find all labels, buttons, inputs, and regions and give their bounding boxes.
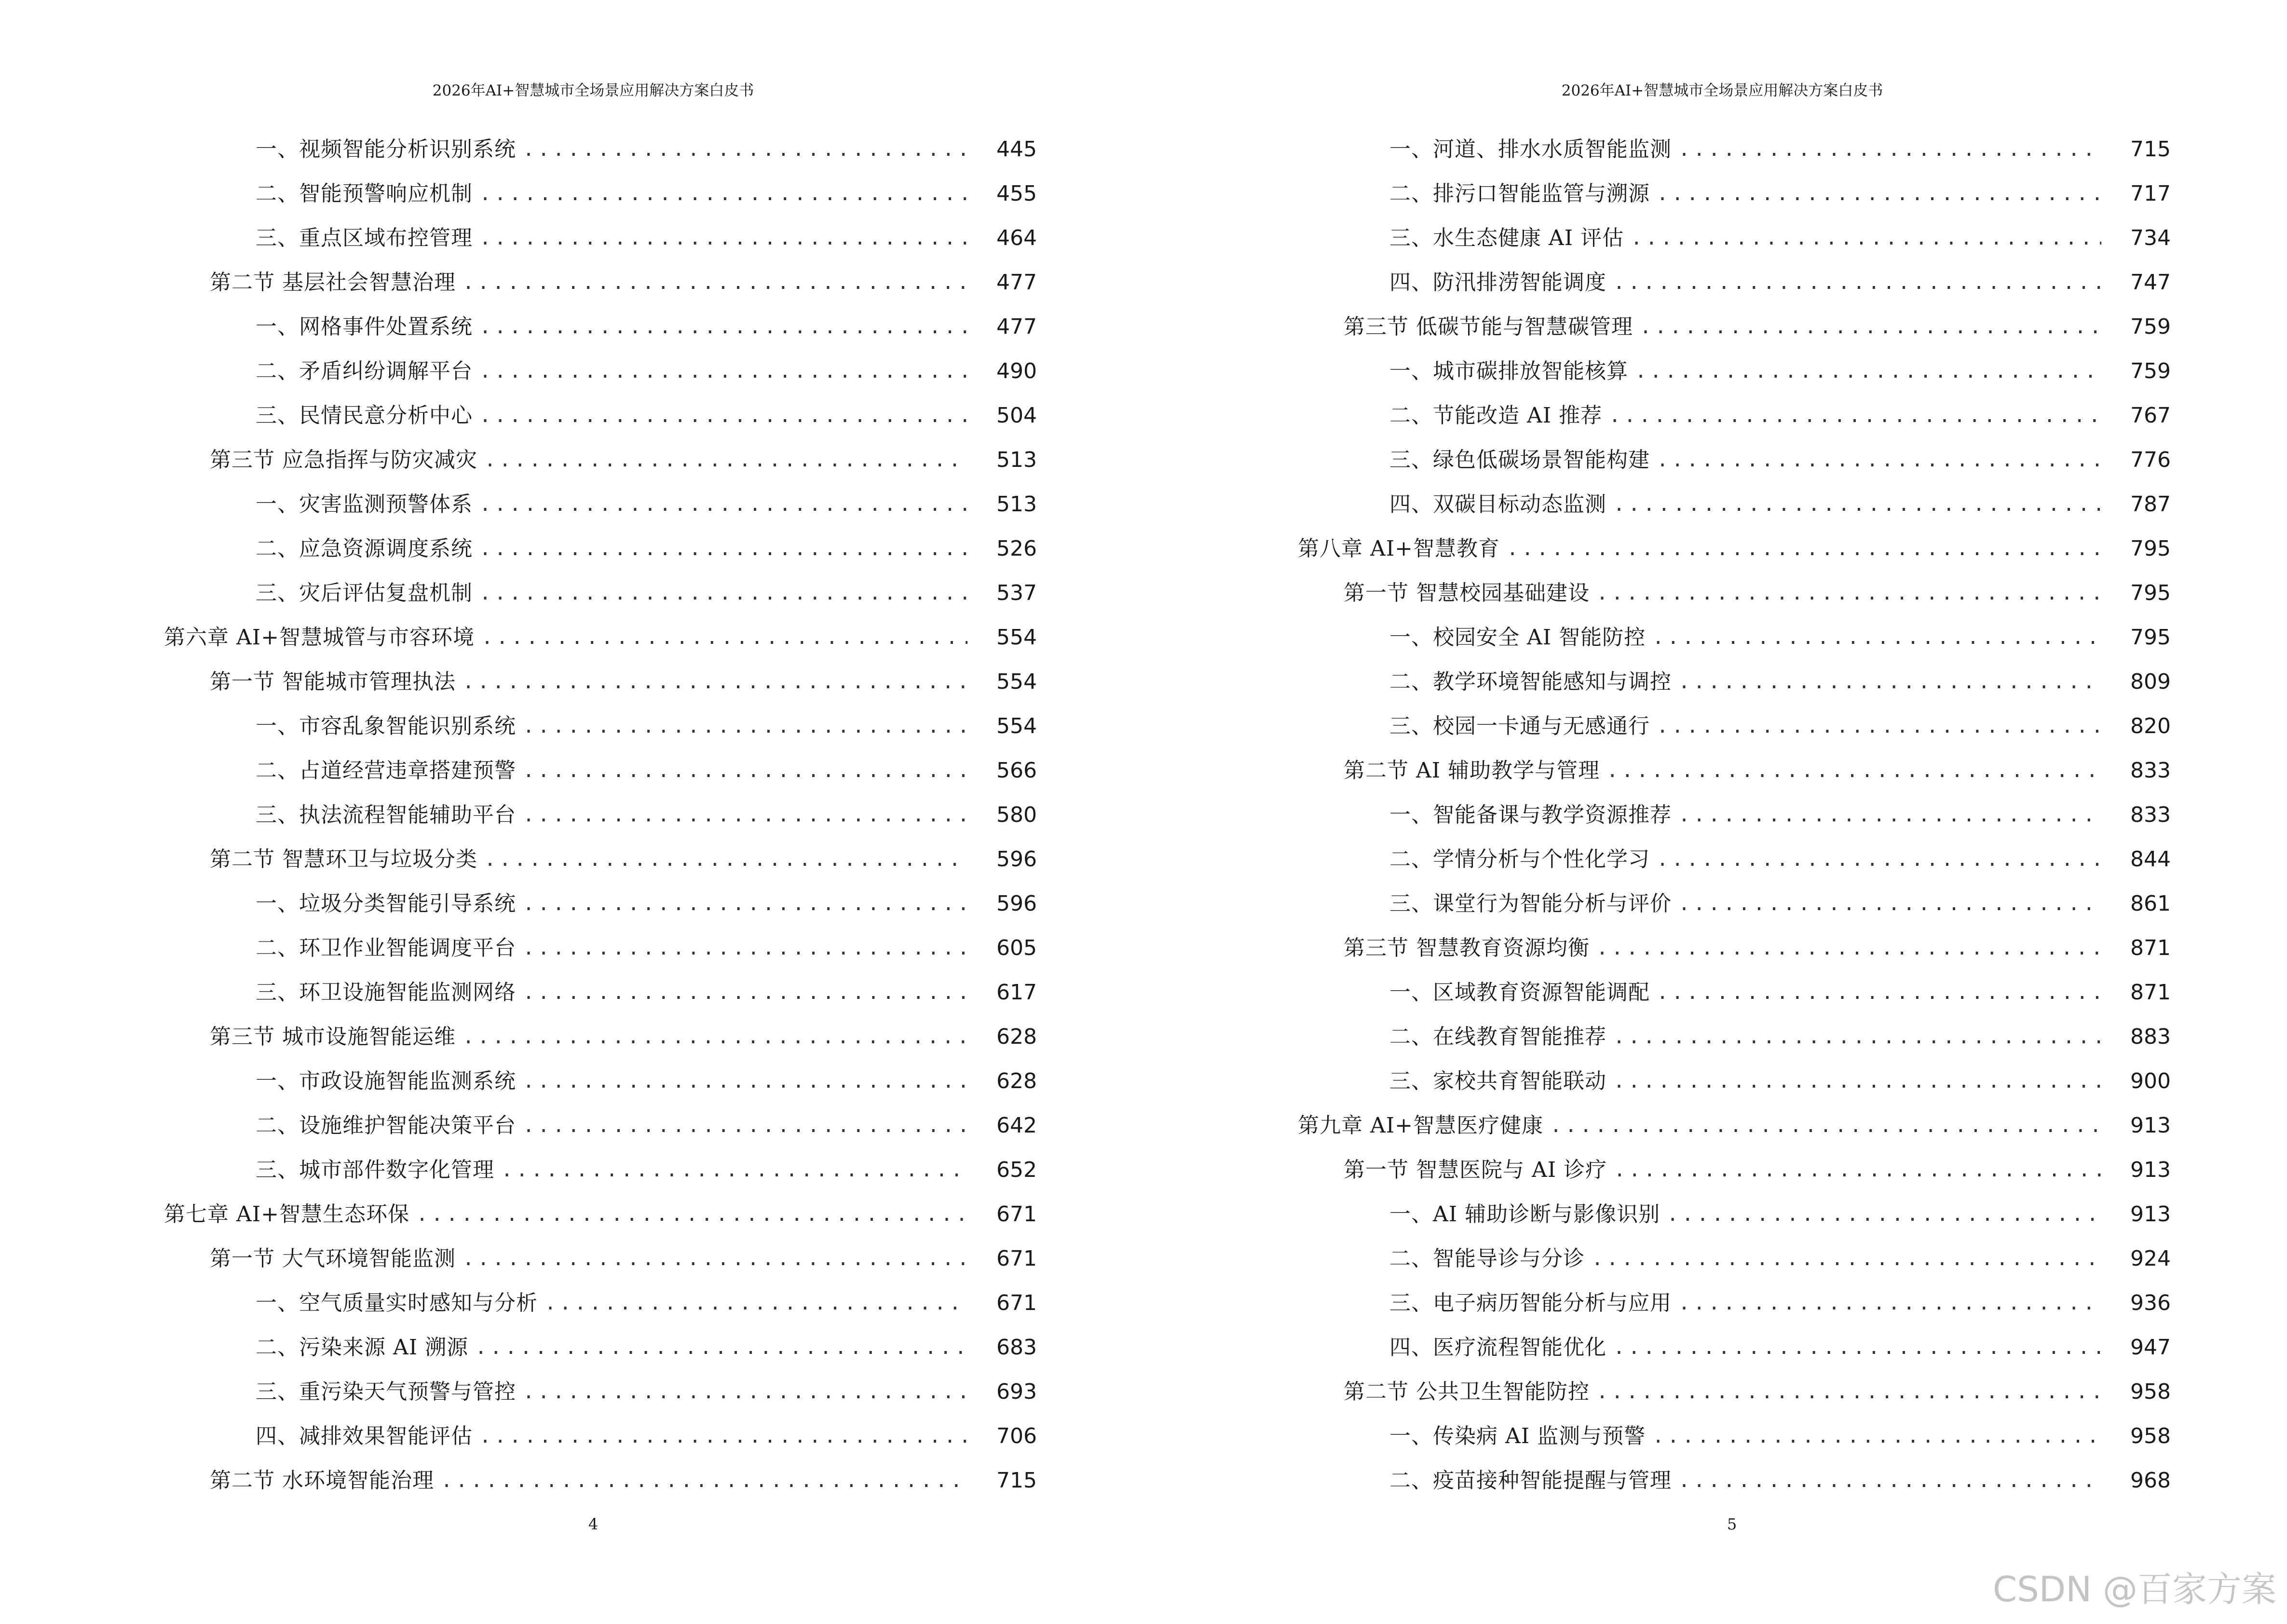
toc-entry-title: 第二节 智慧环卫与垃圾分类 (210, 847, 477, 872)
dot-leader (523, 978, 967, 1007)
toc-entry-page-number: 787 (2130, 492, 2171, 517)
dot-leader (1609, 401, 2101, 430)
toc-entry-title: 一、视频智能分析识别系统 (256, 137, 516, 162)
dot-leader (416, 1200, 967, 1229)
toc-entry-page-number: 913 (2130, 1202, 2171, 1227)
toc-entry-title: 三、绿色低碳场景智能构建 (1389, 448, 1650, 472)
dot-leader (479, 401, 967, 430)
toc-entry-title: 第一节 智能城市管理执法 (210, 669, 456, 694)
toc-entry-title: 一、市容乱象智能识别系统 (256, 714, 516, 738)
toc-entry-page-number: 759 (2130, 314, 2171, 339)
dot-leader (484, 446, 967, 475)
toc-entry-title: 第二节 水环境智能治理 (210, 1468, 434, 1493)
toc-entry-title: 一、空气质量实时感知与分析 (256, 1291, 538, 1315)
dot-leader (1606, 756, 2101, 785)
toc-list (1298, 120, 2171, 1495)
toc-entry-page-number: 717 (2130, 181, 2171, 206)
csdn-watermark: CSDN @百家方案 (1992, 1569, 2276, 1610)
toc-entry-page-number: 464 (996, 226, 1037, 250)
toc-entry-page-number: 652 (996, 1158, 1037, 1182)
toc-entry-page-number: 642 (996, 1113, 1037, 1138)
toc-subsection-entry[interactable] (164, 164, 1037, 208)
dot-leader (1667, 1200, 2101, 1229)
toc-chapter-entry[interactable] (1298, 519, 2171, 563)
toc-entry-title: 一、垃圾分类智能引导系统 (256, 891, 516, 916)
toc-entry-title: 第三节 应急指挥与防灾减灾 (210, 448, 477, 472)
dot-leader (1550, 1111, 2101, 1140)
toc-subsection-entry[interactable] (1298, 652, 2171, 696)
dot-leader (1640, 313, 2101, 341)
toc-entry-page-number: 455 (996, 181, 1037, 206)
toc-entry-title: 三、家校共育智能联动 (1389, 1069, 1606, 1093)
dot-leader (479, 357, 967, 386)
toc-entry-title: 二、设施维护智能决策平台 (256, 1113, 516, 1138)
toc-section-entry[interactable] (1298, 1362, 2171, 1406)
toc-entry-title: 一、市政设施智能监测系统 (256, 1069, 516, 1093)
dot-leader (1613, 1333, 2101, 1362)
toc-entry-title: 二、在线教育智能推荐 (1389, 1024, 1606, 1049)
toc-subsection-entry[interactable] (164, 563, 1037, 608)
toc-section-entry[interactable] (164, 1229, 1037, 1273)
toc-subsection-entry[interactable] (1298, 785, 2171, 830)
toc-subsection-entry[interactable] (164, 963, 1037, 1007)
toc-subsection-entry[interactable] (1298, 1051, 2171, 1096)
right-page (1144, 0, 2287, 1624)
toc-section-entry[interactable] (1298, 563, 2171, 608)
dot-leader (1507, 534, 2101, 563)
page-number: 4 (588, 1515, 599, 1533)
toc-subsection-entry[interactable] (1298, 253, 2171, 297)
toc-subsection-entry[interactable] (164, 519, 1037, 563)
toc-entry-title: 三、水生态健康 AI 评估 (1389, 226, 1624, 250)
toc-subsection-entry[interactable] (1298, 386, 2171, 430)
dot-leader (523, 1378, 967, 1406)
dot-leader (1678, 135, 2101, 164)
toc-subsection-entry[interactable] (1298, 1318, 2171, 1362)
toc-entry-title: 三、民情民意分析中心 (256, 403, 473, 428)
toc-entry-page-number: 605 (996, 936, 1037, 960)
toc-entry-page-number: 566 (996, 758, 1037, 783)
toc-entry-title: 三、执法流程智能辅助平台 (256, 803, 516, 827)
toc-entry-title: 三、电子病历智能分析与应用 (1389, 1291, 1672, 1315)
toc-section-entry[interactable] (164, 1451, 1037, 1495)
toc-subsection-entry[interactable] (1298, 1406, 2171, 1451)
toc-entry-title: 二、占道经营违章搭建预警 (256, 758, 516, 783)
toc-subsection-entry[interactable] (164, 785, 1037, 830)
toc-entry-title: 四、双碳目标动态监测 (1389, 492, 1606, 517)
toc-entry-page-number: 820 (2130, 714, 2171, 738)
toc-entry-page-number: 596 (996, 891, 1037, 916)
toc-entry-page-number: 958 (2130, 1424, 2171, 1448)
toc-section-entry[interactable] (1298, 741, 2171, 785)
toc-entry-title: 一、河道、排水水质智能监测 (1389, 137, 1672, 162)
toc-entry-title: 第一节 大气环境智能监测 (210, 1246, 456, 1271)
toc-section-entry[interactable] (164, 830, 1037, 874)
toc-entry-page-number: 706 (996, 1424, 1037, 1448)
toc-entry-page-number: 683 (996, 1335, 1037, 1360)
dot-leader (463, 668, 967, 696)
toc-subsection-entry[interactable] (1298, 475, 2171, 519)
toc-entry-page-number: 747 (2130, 270, 2171, 295)
toc-entry-title: 四、医疗流程智能优化 (1389, 1335, 1606, 1360)
toc-entry-page-number: 900 (2130, 1069, 2171, 1093)
dot-leader (1614, 1156, 2101, 1185)
toc-entry-page-number: 833 (2130, 758, 2171, 783)
toc-entry-title: 第六章 AI+智慧城管与市容环境 (164, 625, 475, 650)
toc-chapter-entry[interactable] (1298, 1096, 2171, 1140)
toc-entry-page-number: 795 (2130, 536, 2171, 561)
dot-leader (1678, 889, 2101, 918)
dot-leader (1657, 179, 2101, 208)
toc-entry-title: 第一节 智慧医院与 AI 诊疗 (1344, 1158, 1607, 1182)
toc-subsection-entry[interactable] (1298, 830, 2171, 874)
toc-entry-page-number: 580 (996, 803, 1037, 827)
toc-entry-title: 四、减排效果智能评估 (256, 1424, 473, 1448)
toc-section-entry[interactable] (164, 1007, 1037, 1051)
toc-subsection-entry[interactable] (164, 120, 1037, 164)
toc-entry-title: 二、环卫作业智能调度平台 (256, 936, 516, 960)
dot-leader (545, 1289, 967, 1318)
toc-entry-title: 第一节 智慧校园基础建设 (1344, 581, 1590, 605)
toc-subsection-entry[interactable] (1298, 1229, 2171, 1273)
toc-entry-page-number: 671 (996, 1246, 1037, 1271)
dot-leader (1613, 490, 2101, 519)
toc-entry-page-number: 513 (996, 492, 1037, 517)
dot-leader (1657, 845, 2101, 874)
toc-entry-title: 二、应急资源调度系统 (256, 536, 473, 561)
dot-leader (463, 268, 967, 297)
toc-entry-page-number: 628 (996, 1069, 1037, 1093)
toc-entry-title: 第二节 AI 辅助教学与管理 (1344, 758, 1600, 783)
toc-entry-title: 第三节 城市设施智能运维 (210, 1024, 456, 1049)
toc-entry-page-number: 734 (2130, 226, 2171, 250)
dot-leader (1657, 712, 2101, 741)
toc-subsection-entry[interactable] (164, 1051, 1037, 1096)
toc-section-entry[interactable] (1298, 297, 2171, 341)
toc-list (164, 120, 1037, 1495)
dot-leader (501, 1156, 967, 1185)
toc-entry-page-number: 617 (996, 980, 1037, 1005)
running-header: 2026年AI+智慧城市全场景应用解决方案白皮书 (1561, 82, 1883, 99)
toc-entry-page-number: 504 (996, 403, 1037, 428)
toc-subsection-entry[interactable] (164, 741, 1037, 785)
toc-entry-title: 二、智能预警响应机制 (256, 181, 473, 206)
toc-entry-page-number: 861 (2130, 891, 2171, 916)
toc-entry-page-number: 958 (2130, 1379, 2171, 1404)
toc-entry-title: 四、防汛排涝智能调度 (1389, 270, 1606, 295)
dot-leader (523, 934, 967, 963)
toc-entry-title: 一、区域教育资源智能调配 (1389, 980, 1650, 1005)
toc-entry-page-number: 628 (996, 1024, 1037, 1049)
dot-leader (463, 1244, 967, 1273)
toc-entry-page-number: 936 (2130, 1291, 2171, 1315)
toc-entry-page-number: 871 (2130, 980, 2171, 1005)
toc-entry-title: 第三节 低碳节能与智慧碳管理 (1344, 314, 1633, 339)
dot-leader (1613, 1067, 2101, 1096)
toc-entry-page-number: 671 (996, 1291, 1037, 1315)
dot-leader (1678, 801, 2101, 830)
toc-entry-page-number: 913 (2130, 1158, 2171, 1182)
toc-subsection-entry[interactable] (164, 1406, 1037, 1451)
dot-leader (479, 534, 967, 563)
toc-subsection-entry[interactable] (1298, 608, 2171, 652)
dot-leader (523, 801, 967, 830)
toc-entry-page-number: 477 (996, 270, 1037, 295)
toc-subsection-entry[interactable] (1298, 1007, 2171, 1051)
dot-leader (523, 1067, 967, 1096)
toc-entry-title: 二、矛盾纠纷调解平台 (256, 359, 473, 383)
toc-entry-page-number: 693 (996, 1379, 1037, 1404)
toc-entry-title: 一、城市碳排放智能核算 (1389, 359, 1628, 383)
toc-entry-page-number: 715 (996, 1468, 1037, 1493)
toc-entry-title: 三、校园一卡通与无感通行 (1389, 714, 1650, 738)
toc-entry-page-number: 795 (2130, 625, 2171, 650)
toc-entry-page-number: 809 (2130, 669, 2171, 694)
toc-entry-title: 二、智能导诊与分诊 (1389, 1246, 1585, 1271)
toc-entry-page-number: 490 (996, 359, 1037, 383)
toc-entry-page-number: 767 (2130, 403, 2171, 428)
toc-subsection-entry[interactable] (1298, 874, 2171, 918)
toc-entry-title: 二、节能改造 AI 推荐 (1389, 403, 1603, 428)
toc-entry-page-number: 833 (2130, 803, 2171, 827)
toc-entry-page-number: 795 (2130, 581, 2171, 605)
toc-entry-title: 三、课堂行为智能分析与评价 (1389, 891, 1672, 916)
toc-entry-page-number: 554 (996, 714, 1037, 738)
dot-leader (479, 224, 967, 253)
toc-entry-title: 二、污染来源 AI 溯源 (256, 1335, 469, 1360)
toc-entry-title: 二、疫苗接种智能提醒与管理 (1389, 1468, 1672, 1493)
dot-leader (523, 889, 967, 918)
dot-leader (1678, 668, 2101, 696)
dot-leader (479, 313, 967, 341)
dot-leader (463, 1023, 967, 1051)
toc-entry-page-number: 537 (996, 581, 1037, 605)
dot-leader (479, 179, 967, 208)
toc-entry-title: 一、网格事件处置系统 (256, 314, 473, 339)
dot-leader (484, 845, 967, 874)
toc-entry-page-number: 671 (996, 1202, 1037, 1227)
dot-leader (479, 579, 967, 608)
toc-entry-page-number: 513 (996, 448, 1037, 472)
toc-entry-page-number: 477 (996, 314, 1037, 339)
dot-leader (1635, 357, 2101, 386)
toc-subsection-entry[interactable] (164, 1318, 1037, 1362)
page-number: 5 (1727, 1515, 1737, 1533)
toc-subsection-entry[interactable] (164, 386, 1037, 430)
toc-section-entry[interactable] (164, 430, 1037, 475)
dot-leader (1596, 1378, 2101, 1406)
toc-entry-title: 一、灾害监测预警体系 (256, 492, 473, 517)
toc-entry-title: 三、重点区域布控管理 (256, 226, 473, 250)
dot-leader (523, 1111, 967, 1140)
dot-leader (1678, 1289, 2101, 1318)
toc-entry-title: 二、学情分析与个性化学习 (1389, 847, 1650, 872)
toc-entry-page-number: 526 (996, 536, 1037, 561)
dot-leader (1657, 446, 2101, 475)
toc-entry-page-number: 715 (2130, 137, 2171, 162)
toc-subsection-entry[interactable] (164, 1273, 1037, 1318)
toc-subsection-entry[interactable] (1298, 963, 2171, 1007)
toc-entry-title: 三、灾后评估复盘机制 (256, 581, 473, 605)
toc-subsection-entry[interactable] (1298, 696, 2171, 741)
toc-subsection-entry[interactable] (1298, 1185, 2171, 1229)
toc-subsection-entry[interactable] (1298, 430, 2171, 475)
toc-entry-title: 一、智能备课与教学资源推荐 (1389, 803, 1672, 827)
dot-leader (523, 756, 967, 785)
toc-section-entry[interactable] (1298, 1140, 2171, 1185)
toc-entry-page-number: 759 (2130, 359, 2171, 383)
dot-leader (475, 1333, 967, 1362)
dot-leader (1631, 224, 2101, 253)
toc-subsection-entry[interactable] (1298, 208, 2171, 253)
dot-leader (1613, 268, 2101, 297)
toc-subsection-entry[interactable] (1298, 341, 2171, 386)
dot-leader (479, 1422, 967, 1451)
toc-entry-page-number: 776 (2130, 448, 2171, 472)
toc-entry-page-number: 554 (996, 625, 1037, 650)
dot-leader (1613, 1023, 2101, 1051)
toc-entry-title: 第二节 公共卫生智能防控 (1344, 1379, 1590, 1404)
dot-leader (441, 1466, 967, 1495)
toc-subsection-entry[interactable] (164, 696, 1037, 741)
toc-chapter-entry[interactable] (164, 608, 1037, 652)
toc-entry-page-number: 871 (2130, 936, 2171, 960)
dot-leader (1652, 623, 2101, 652)
toc-subsection-entry[interactable] (164, 341, 1037, 386)
toc-subsection-entry[interactable] (164, 1140, 1037, 1185)
toc-entry-page-number: 596 (996, 847, 1037, 872)
toc-section-entry[interactable] (164, 253, 1037, 297)
toc-entry-title: 第三节 智慧教育资源均衡 (1344, 936, 1590, 960)
toc-entry-title: 三、环卫设施智能监测网络 (256, 980, 516, 1005)
toc-entry-title: 一、AI 辅助诊断与影像识别 (1389, 1202, 1661, 1227)
toc-subsection-entry[interactable] (164, 918, 1037, 963)
toc-subsection-entry[interactable] (1298, 164, 2171, 208)
toc-entry-title: 二、排污口智能监管与溯源 (1389, 181, 1650, 206)
toc-section-entry[interactable] (164, 652, 1037, 696)
toc-entry-page-number: 968 (2130, 1468, 2171, 1493)
toc-entry-page-number: 947 (2130, 1335, 2171, 1360)
toc-entry-page-number: 913 (2130, 1113, 2171, 1138)
toc-entry-title: 第二节 基层社会智慧治理 (210, 270, 456, 295)
toc-subsection-entry[interactable] (164, 1096, 1037, 1140)
toc-subsection-entry[interactable] (1298, 120, 2171, 164)
toc-entry-title: 第九章 AI+智慧医疗健康 (1298, 1113, 1544, 1138)
toc-entry-title: 一、传染病 AI 监测与预警 (1389, 1424, 1646, 1448)
toc-entry-title: 三、重污染天气预警与管控 (256, 1379, 516, 1404)
toc-section-entry[interactable] (1298, 918, 2171, 963)
toc-entry-title: 一、校园安全 AI 智能防控 (1389, 625, 1646, 650)
toc-entry-title: 三、城市部件数字化管理 (256, 1158, 494, 1182)
toc-subsection-entry[interactable] (164, 1362, 1037, 1406)
toc-entry-page-number: 924 (2130, 1246, 2171, 1271)
dot-leader (1596, 579, 2101, 608)
dot-leader (523, 135, 967, 164)
running-header: 2026年AI+智慧城市全场景应用解决方案白皮书 (432, 82, 754, 99)
dot-leader (1596, 934, 2101, 963)
dot-leader (1678, 1466, 2101, 1495)
toc-entry-page-number: 554 (996, 669, 1037, 694)
toc-subsection-entry[interactable] (164, 208, 1037, 253)
dot-leader (523, 712, 967, 741)
toc-entry-page-number: 883 (2130, 1024, 2171, 1049)
toc-subsection-entry[interactable] (1298, 1273, 2171, 1318)
dot-leader (481, 623, 967, 652)
dot-leader (479, 490, 967, 519)
toc-entry-title: 第八章 AI+智慧教育 (1298, 536, 1500, 561)
toc-entry-page-number: 844 (2130, 847, 2171, 872)
dot-leader (1592, 1244, 2101, 1273)
toc-subsection-entry[interactable] (164, 297, 1037, 341)
dot-leader (1652, 1422, 2101, 1451)
toc-entry-page-number: 445 (996, 137, 1037, 162)
toc-subsection-entry[interactable] (1298, 1451, 2171, 1495)
dot-leader (1657, 978, 2101, 1007)
toc-subsection-entry[interactable] (164, 874, 1037, 918)
toc-subsection-entry[interactable] (164, 475, 1037, 519)
toc-chapter-entry[interactable] (164, 1185, 1037, 1229)
toc-entry-title: 第七章 AI+智慧生态环保 (164, 1202, 410, 1227)
toc-entry-title: 二、教学环境智能感知与调控 (1389, 669, 1672, 694)
